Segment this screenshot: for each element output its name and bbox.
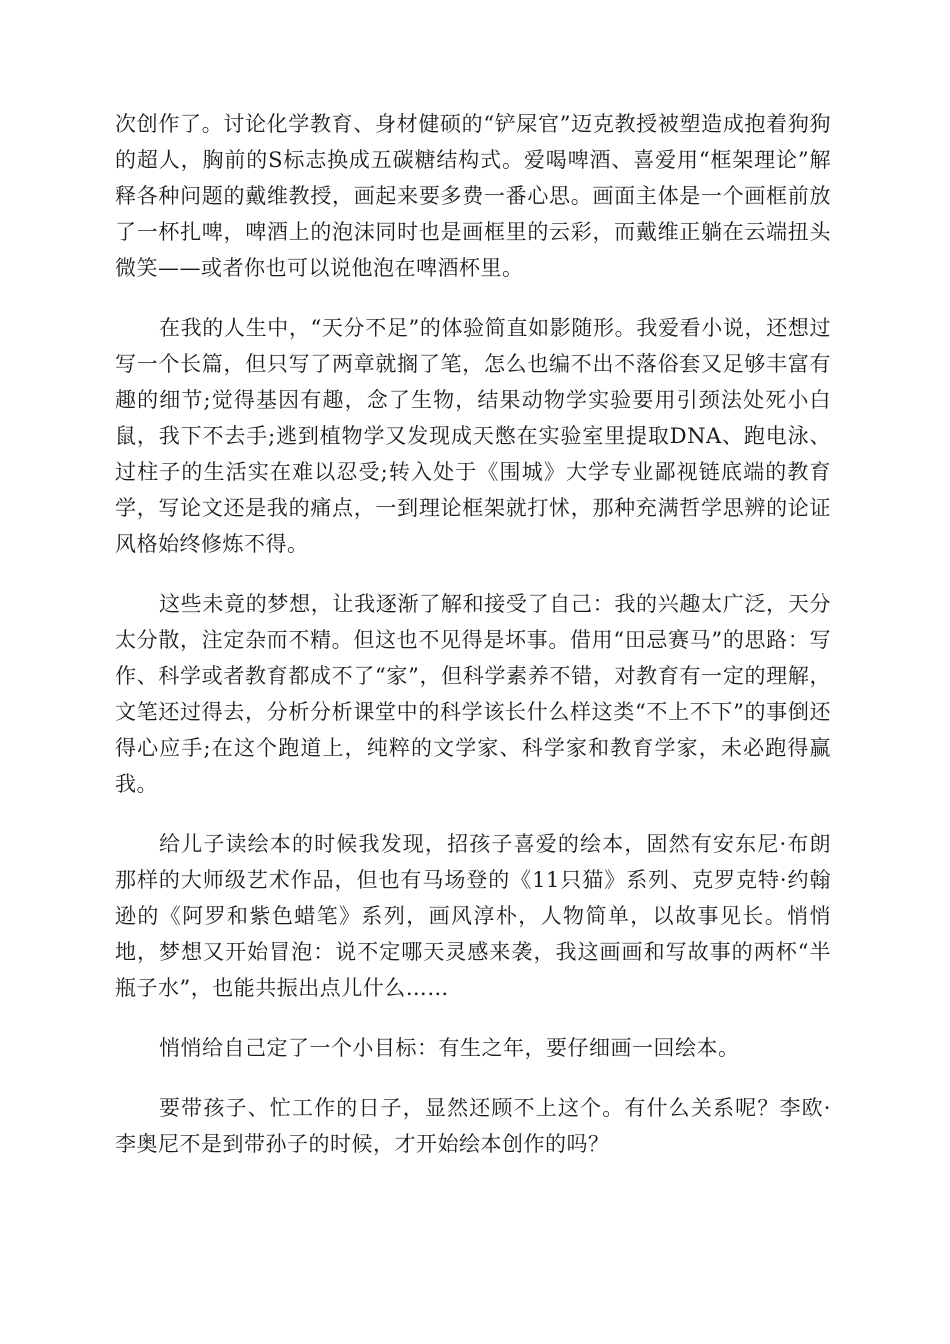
document-body	[115, 106, 831, 1162]
paragraph: 要带孩子、忙工作的日子，显然还顾不上这个。有什么关系呢？李欧·李奥尼不是到带孙子的时候，才开始绘本创作的吗？	[115, 1096, 831, 1156]
paragraph: 悄悄给自己定了一个小目标：有生之年，要仔细画一回绘本。	[159, 1036, 740, 1060]
paragraph: 这些未竟的梦想，让我逐渐了解和接受了自己：我的兴趣太广泛，天分太分散，注定杂而不精。但这也不见得是坏事。借用“田忌赛马”的思路：写作、科学或者教育都成不了“家”，但科学素养不错，对教育有一定的理解，文笔还过得去，分析分析课堂中的科学该长什么样这类“不上不下”的事倒还得心应手;在这个跑道上，纯粹的文学家、科学家和教育学家，未必跑得赢我。	[115, 592, 831, 796]
paragraph: 给儿子读绘本的时候我发现，招孩子喜爱的绘本，固然有安东尼·布朗那样的大师级艺术作品，但也有马场登的《11只猫》系列、克罗克特·约翰逊的《阿罗和紫色蜡笔》系列，画风淳朴，人物简单，以故事见长。悄悄地，梦想又开始冒泡：说不定哪天灵感来袭，我这画画和写故事的两杯“半瓶子水”，也能共振出点儿什么……	[115, 832, 831, 1000]
paragraph: 在我的人生中，“天分不足”的体验简直如影随形。我爱看小说，还想过写一个长篇，但只写了两章就搁了笔，怎么也编不出不落俗套又足够丰富有趣的细节;觉得基因有趣，念了生物，结果动物学实验要用引颈法处死小白鼠，我下不去手;逃到植物学又发现成天憋在实验室里提取DNA、跑电泳、过柱子的生活实在难以忍受;转入处于《围城》大学专业鄙视链底端的教育学，写论文还是我的痛点，一到理论框架就打怵，那种充满哲学思辨的论证风格始终修炼不得。	[115, 316, 831, 556]
paragraph-continued: 次创作了。讨论化学教育、身材健硕的“铲屎官”迈克教授被塑造成抱着狗狗的超人，胸前的S标志换成五碳糖结构式。爱喝啤酒、喜爱用“框架理论”解释各种问题的戴维教授，画起来要多费一番心思。画面主体是一个画框前放了一杯扎啤，啤酒上的泡沫同时也是画框里的云彩，而戴维正躺在云端扭头微笑——或者你也可以说他泡在啤酒杯里。	[115, 112, 831, 280]
